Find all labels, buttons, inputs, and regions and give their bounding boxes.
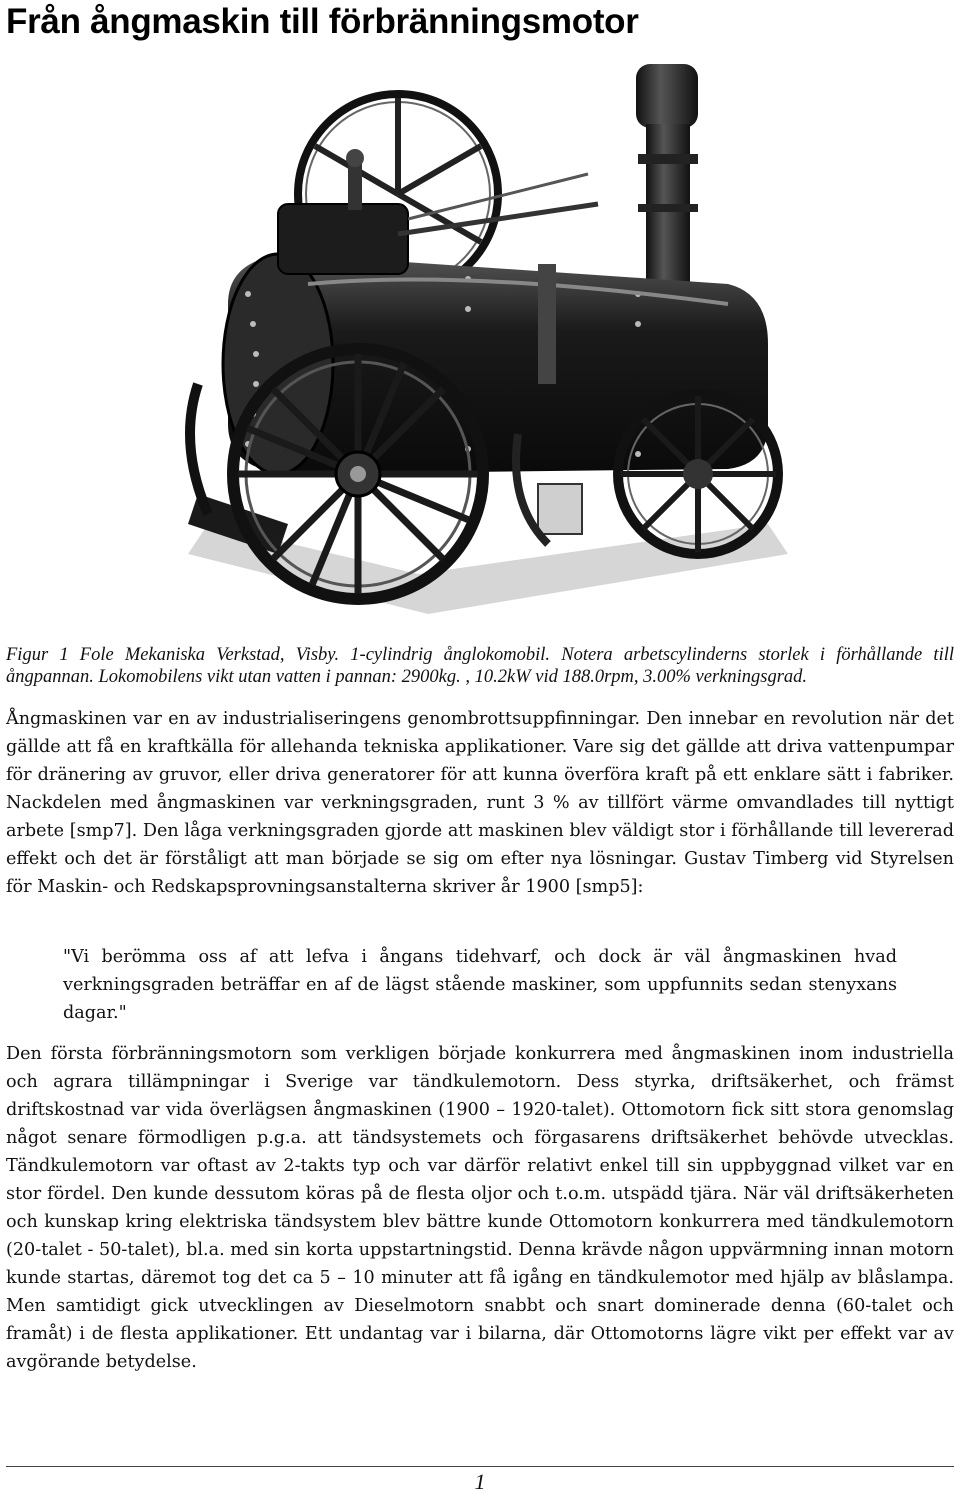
paragraph-combustion: Den första förbränningsmotorn som verkligen började konkurrera med ångmaskinen inom industriella och agrara tillämpningar i Sverige var tändkulemotorn. Dess styrka, driftsäkerhet, och främst driftskostnad var vida överlägsen ångmaskinen (1900 – 1920-talet). Ottomotorn fick sitt stora genomslag något senare förmodligen p.g.a. att tändsystemets och förgasarens driftsäkerhet behövde utvecklas. Tändkulemotorn var oftast av 2-takts typ och var därför relativt enkel till sin uppbyggnad vilket var en stor fördel. Den kunde dessutom köras på de flesta oljor och t.o.m. utspädd tjära. När väl driftsäkerheten och kunskap kring elektriska tändsystem blev bättre kunde Ottomotorn konkurrera med tändkulemotorn (20-talet - 50-talet), bl.a. med sin korta uppstartningstid. Denna krävde någon uppvärmning innan motorn kunde startas, däremot tog det ca 5 – 10 minuter att få igång en tändkulemotor med hjälp av blåslampa. Men samtidigt gick utvecklingen av Dieselmotorn snabbt och snart dominerade denna (60-talet och framåt) i de flesta applikationer. Ett undantag var i bilarna, där Ottomotorns lägre vikt per effekt var av avgörande betydelse. [6,1044,954,1372]
page-title: Från ångmaskin till förbränningsmotor [6,2,639,41]
blockquote: "Vi berömma oss af att lefva i ångans tidehvarf, och dock är väl ångmaskinen hvad verkningsgraden beträffar en af de lägst stående maskiner, som uppfunnits sedan stenyxans dagar." [63,947,897,1023]
page-number: 1 [474,1469,486,1494]
figure [168,54,808,622]
paragraph-intro: Ångmaskinen var en av industrialiseringens genombrottsuppfinningar. Den innebar en revolution när det gällde att få en kraftkälla för allehanda tekniska applikationer. Vare sig det gällde att driva vattenpumpar för dränering av gruvor, eller driva generatorer för att kunna överföra kraft på ett enklare sätt i fabriker. Nackdelen med ångmaskinen var verkningsgraden, runt 3 % av tillfört värme omvandlades till nyttigt arbete [smp7]. Den låga verkningsgraden gjorde att maskinen blev väldigt stor i förhållande till levererad effekt och det är förståligt att man började se sig om efter nya lösningar. Gustav Timberg vid Styrelsen för Maskin- och Redskapsprovningsanstalterna skriver år 1900 [smp5]: [6,709,954,897]
footer-divider [6,1466,954,1467]
steam-locomobile-illustration-icon [168,54,808,622]
figure-caption: Figur 1 Fole Mekaniska Verkstad, Visby. 1-cylindrig ånglokomobil. Notera arbetscylinderns storlek i förhållande till ångpannan. Lokomobilens vikt utan vatten i pannan: 2900kg. , 10.2kW vid 188.0rpm, 3.00% verkningsgrad. [6,645,954,687]
